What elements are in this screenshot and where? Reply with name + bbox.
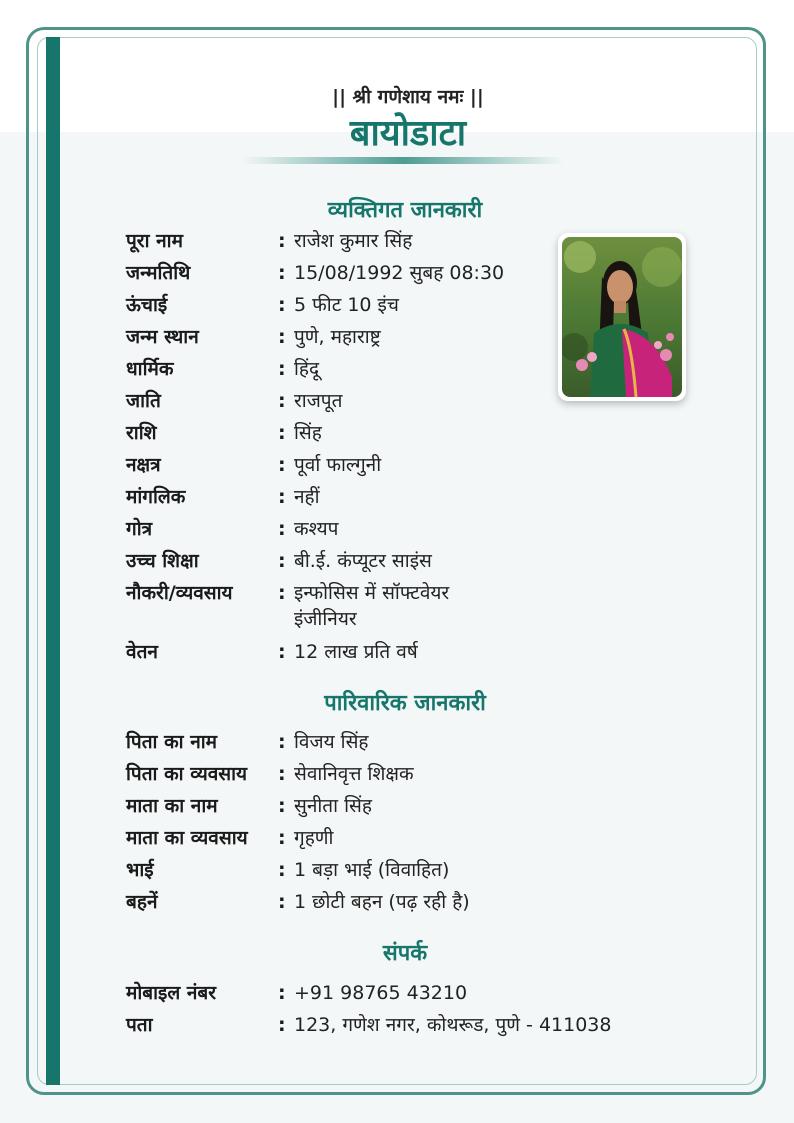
field-label: जन्मतिथि xyxy=(126,262,191,284)
field-label: वेतन xyxy=(126,641,158,663)
field-label: पिता का नाम xyxy=(126,731,218,753)
field-separator: : xyxy=(278,550,286,572)
field-separator: : xyxy=(278,518,286,540)
field-separator: : xyxy=(278,326,286,348)
field-separator: : xyxy=(278,294,286,316)
family-section-title: पारिवारिक जानकारी xyxy=(324,691,486,716)
field-separator: : xyxy=(278,358,286,380)
field-label: पिता का व्यवसाय xyxy=(126,763,248,785)
field-label: मोबाइल नंबर xyxy=(126,982,217,1004)
field-value: राजपूत xyxy=(294,390,343,412)
field-label: राशि xyxy=(126,422,157,444)
field-value: गृहणी xyxy=(294,827,334,849)
field-separator: : xyxy=(278,731,286,753)
field-separator: : xyxy=(278,982,286,1004)
field-value: सिंह xyxy=(294,422,322,444)
field-label: जाति xyxy=(126,390,161,412)
field-value: 12 लाख प्रति वर्ष xyxy=(294,641,418,663)
field-value: पुणे, महाराष्ट्र xyxy=(294,326,381,348)
field-label: पूरा नाम xyxy=(126,230,183,252)
field-label: गोत्र xyxy=(126,518,153,540)
field-label: पता xyxy=(126,1014,153,1036)
field-separator: : xyxy=(278,827,286,849)
field-label: माता का नाम xyxy=(126,795,218,817)
field-separator: : xyxy=(278,582,286,604)
field-separator: : xyxy=(278,230,286,252)
field-value: पूर्वा फाल्गुनी xyxy=(294,454,382,476)
field-value: 1 छोटी बहन (पढ़ रही है) xyxy=(294,891,470,913)
field-label: बहनें xyxy=(126,891,158,913)
field-separator: : xyxy=(278,422,286,444)
field-label: भाई xyxy=(126,859,154,881)
field-label: उच्च शिक्षा xyxy=(126,550,199,572)
field-label: जन्म स्थान xyxy=(126,326,199,348)
field-value: नहीं xyxy=(294,486,320,508)
biodata-page xyxy=(60,37,756,1085)
field-separator: : xyxy=(278,859,286,881)
field-label: धार्मिक xyxy=(126,358,174,380)
field-value: सेवानिवृत्त शिक्षक xyxy=(294,763,414,785)
field-value: सुनीता सिंह xyxy=(294,795,372,817)
field-separator: : xyxy=(278,795,286,817)
invocation-text: || श्री गणेशाय नमः || xyxy=(332,86,484,108)
field-separator: : xyxy=(278,390,286,412)
field-separator: : xyxy=(278,262,286,284)
field-value: 1 बड़ा भाई (विवाहित) xyxy=(294,859,450,881)
field-label: नक्षत्र xyxy=(126,454,161,476)
field-value: इन्फोसिस में सॉफ्टवेयर इंजीनियर xyxy=(294,582,450,630)
field-separator: : xyxy=(278,454,286,476)
personal-section-title: व्यक्तिगत जानकारी xyxy=(327,198,483,223)
field-value: राजेश कुमार सिंह xyxy=(294,230,413,252)
field-value: 5 फीट 10 इंच xyxy=(294,294,399,316)
field-value: कश्यप xyxy=(294,518,339,540)
title-divider xyxy=(242,157,564,164)
side-accent-bar xyxy=(46,37,60,1085)
field-value: विजय सिंह xyxy=(294,731,369,753)
photo-card xyxy=(558,233,686,401)
field-value: हिंदू xyxy=(294,358,320,380)
field-separator: : xyxy=(278,1014,286,1036)
field-value: बी.ई. कंप्यूटर साइंस xyxy=(294,550,432,572)
field-separator: : xyxy=(278,486,286,508)
field-separator: : xyxy=(278,891,286,913)
mobile-number: +91 98765 43210 xyxy=(294,982,468,1004)
field-label: नौकरी/व्यवसाय xyxy=(126,582,233,604)
address: 123, गणेश नगर, कोथरूड, पुणे - 411038 xyxy=(294,1014,612,1036)
field-separator: : xyxy=(278,763,286,785)
field-separator: : xyxy=(278,641,286,663)
page-title: बायोडाटा xyxy=(349,113,467,154)
field-label: माता का व्यवसाय xyxy=(126,827,248,849)
portrait-photo xyxy=(562,237,682,397)
contact-section-title: संपर्क xyxy=(382,941,428,966)
field-value: 15/08/1992 सुबह 08:30 xyxy=(294,262,505,284)
field-label: ऊंचाई xyxy=(126,294,168,316)
field-label: मांगलिक xyxy=(126,486,186,508)
